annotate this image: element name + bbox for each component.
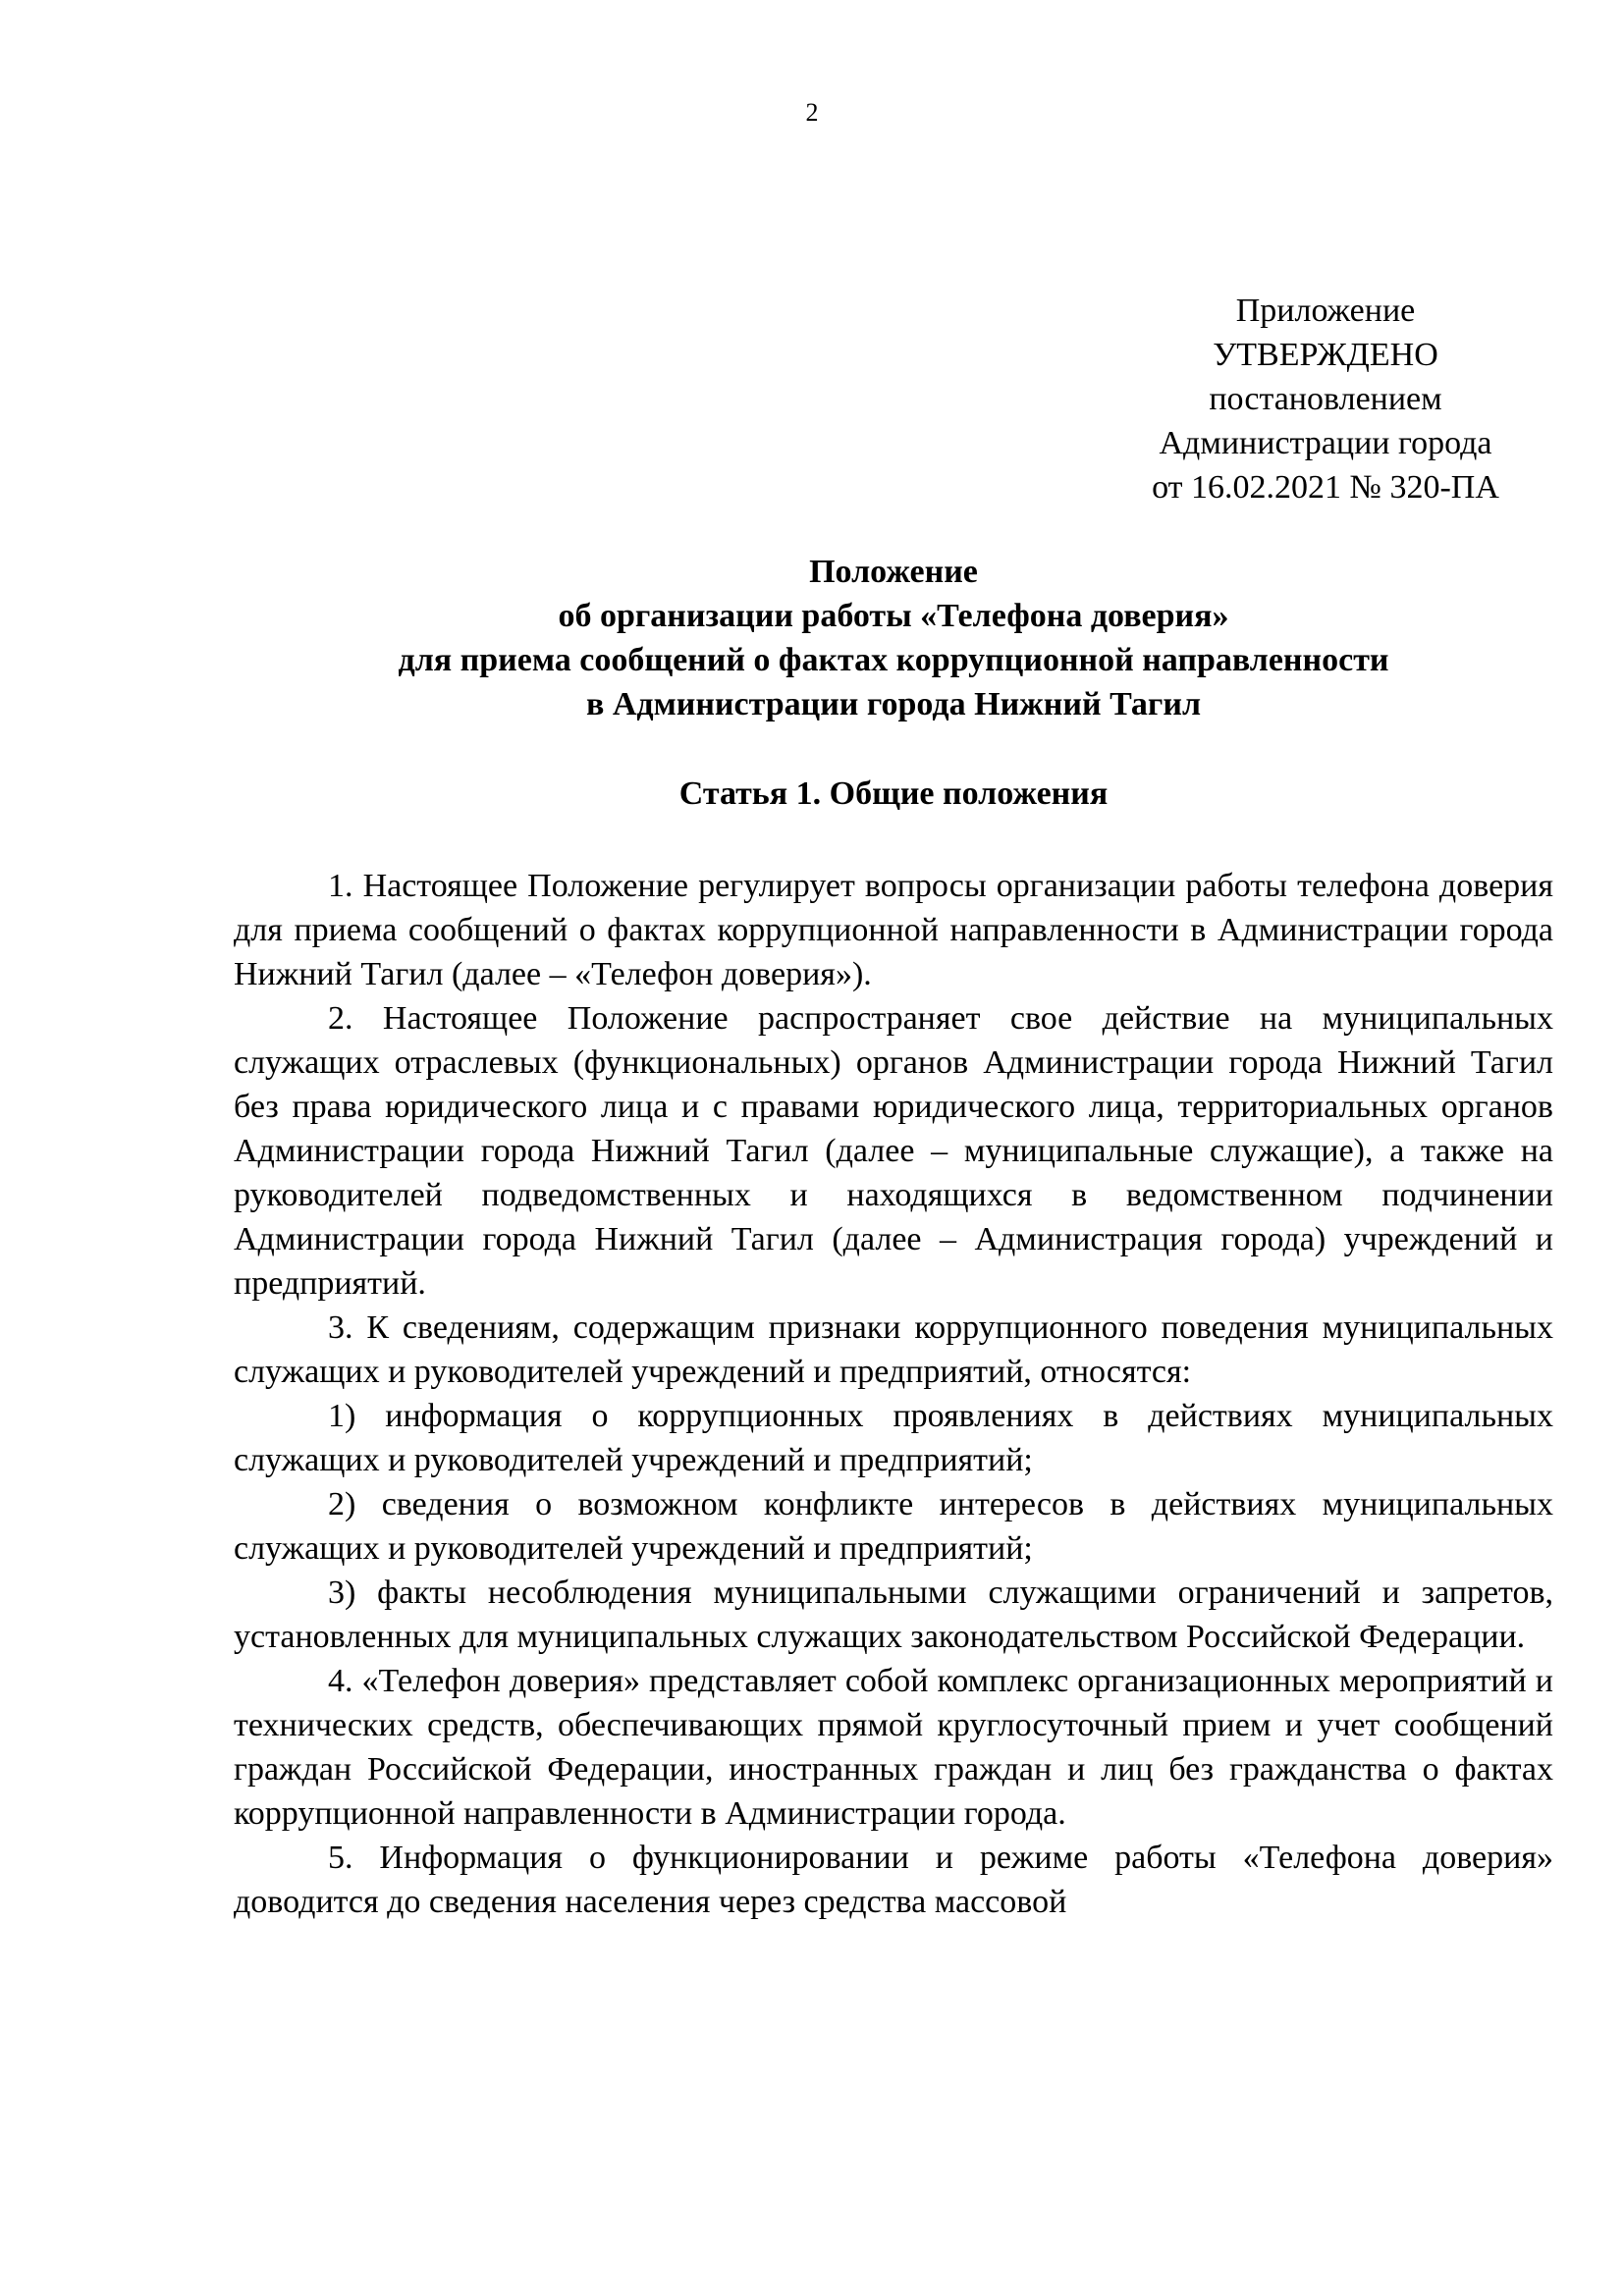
approval-line-approved: УТВЕРЖДЕНО (1213, 337, 1438, 373)
approval-stamp-block (1060, 289, 1591, 509)
paragraph-2: 2. Настоящее Положение распространяет свое действие на муниципальных служащих отраслевых (функциональных) органов Администрации города Нижний Тагил без права юридического лица и с правами юридического лица, территориальных органов Администрации города Нижний Тагил (далее – муниципальные служащие), а также на руководителей подведомственных и находящихся в ведомственном подчинении Администрации города Нижний Тагил (далее – Администрация города) учреждений и предприятий. (234, 1000, 1553, 1302)
approval-line-appendix: Приложение (1235, 293, 1416, 329)
article-heading: Статья 1. Общие положения (678, 775, 1109, 812)
paragraph-3-item-3: 3) факты несоблюдения муниципальными служащими ограничений и запретов, установленных для муниципальных служащих законодательством Российской Федерации. (234, 1575, 1553, 1655)
paragraph-4: 4. «Телефон доверия» представляет собой комплекс организационных мероприятий и технических средств, обеспечивающих прямой круглосуточный прием и учет сообщений граждан Российской Федерации, иностранных граждан и лиц без гражданства о фактах коррупционной направленности в Администрации города. (234, 1663, 1553, 1832)
article-body (234, 864, 1553, 1924)
document-title-line-2: об организации работы «Телефона доверия» (558, 598, 1229, 634)
approval-line-date-number: от 16.02.2021 № 320-ПА (1152, 469, 1499, 506)
paragraph-3-item-2: 2) сведения о возможном конфликте интересов в действиях муниципальных служащих и руководителей учреждений и предприятий; (234, 1486, 1553, 1567)
approval-line-administration: Администрации города (1159, 425, 1492, 461)
paragraph-5: 5. Информация о функционировании и режиме работы «Телефона доверия» доводится до сведения населения через средства массовой (234, 1840, 1553, 1920)
approval-line-resolution: постановлением (1209, 381, 1442, 417)
page-number: 2 (805, 98, 819, 127)
paragraph-1: 1. Настоящее Положение регулирует вопросы организации работы телефона доверия для приема сообщений о фактах коррупционной направленности в Администрации города Нижний Тагил (далее – «Телефон доверия»). (234, 868, 1553, 992)
document-title-line-1: Положение (809, 554, 978, 590)
document-title (157, 550, 1624, 726)
document-title-line-4: в Администрации города Нижний Тагил (585, 686, 1202, 722)
document-title-line-3: для приема сообщений о фактах коррупционной направленности (398, 642, 1389, 678)
paragraph-3: 3. К сведениям, содержащим признаки коррупционного поведения муниципальных служащих и руководителей учреждений и предприятий, относятся: (234, 1309, 1553, 1390)
paragraph-3-item-1: 1) информация о коррупционных проявлениях в действиях муниципальных служащих и руководителей учреждений и предприятий; (234, 1398, 1553, 1478)
